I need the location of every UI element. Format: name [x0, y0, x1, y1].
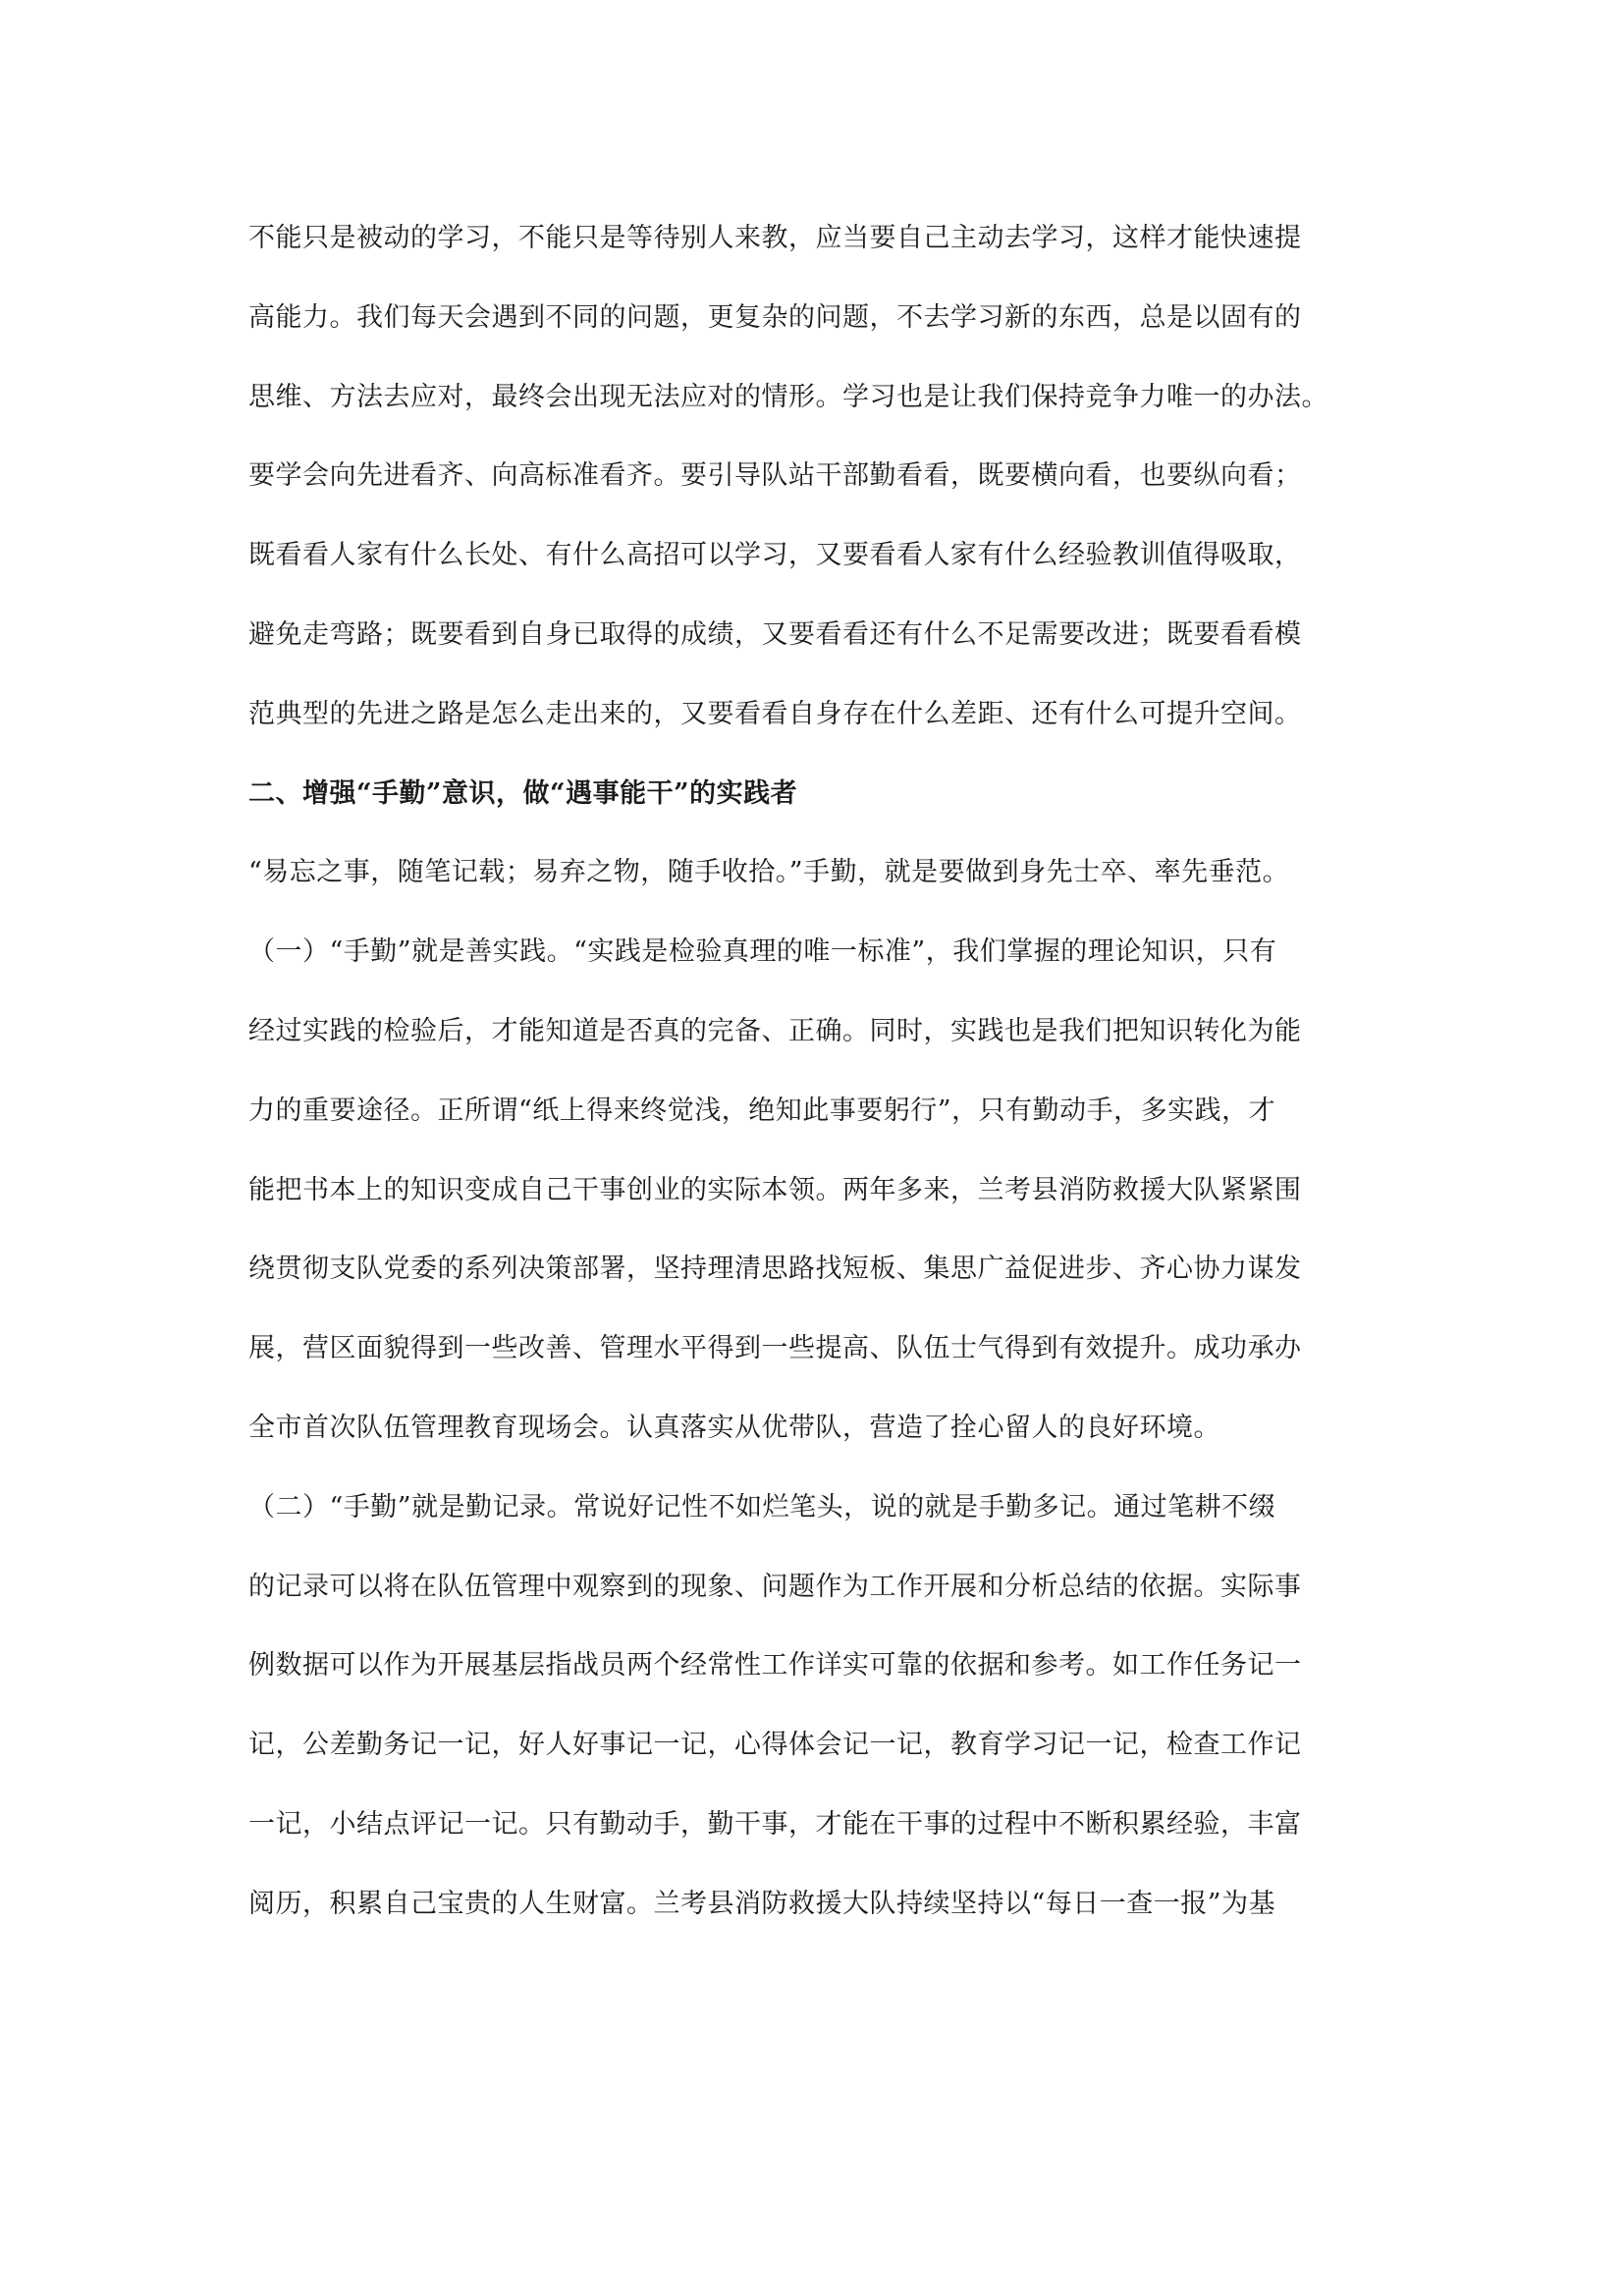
body-line: 绕贯彻支队党委的系列决策部署，坚持理清思路找短板、集思广益促进步、齐心协力谋发 — [248, 1254, 1302, 1284]
body-line: “易忘之事，随笔记载；易弃之物，随手收拾。”手勤，就是要做到身先士卒、率先垂范。 — [248, 857, 1290, 887]
section-heading: 二、增强“手勤”意识，做“遇事能干”的实践者 — [248, 778, 798, 809]
body-line: 例数据可以作为开展基层指战员两个经常性工作详实可靠的依据和参考。如工作任务记一 — [248, 1650, 1302, 1681]
body-line: （一）“手勤”就是善实践。“实践是检验真理的唯一标准”，我们掌握的理论知识，只有 — [248, 936, 1277, 967]
body-line: 的记录可以将在队伍管理中观察到的现象、问题作为工作开展和分析总结的依据。实际事 — [248, 1572, 1302, 1602]
body-line: 既看看人家有什么长处、有什么高招可以学习，又要看看人家有什么经验教训值得吸取， — [248, 540, 1302, 570]
body-line: 经过实践的检验后，才能知道是否真的完备、正确。同时，实践也是我们把知识转化为能 — [248, 1016, 1302, 1046]
body-line: 力的重要途径。正所谓“纸上得来终觉浅，绝知此事要躬行”，只有勤动手，多实践，才 — [248, 1095, 1276, 1126]
body-line: 一记，小结点评记一记。只有勤动手，勤干事，才能在干事的过程中不断积累经验，丰富 — [248, 1809, 1302, 1840]
body-line: 避免走弯路；既要看到自身已取得的成绩，又要看看还有什么不足需要改进；既要看看模 — [248, 619, 1302, 650]
body-line: 要学会向先进看齐、向高标准看齐。要引导队站干部勤看看，既要横向看，也要纵向看； — [248, 460, 1302, 491]
body-line: 不能只是被动的学习，不能只是等待别人来教，应当要自己主动去学习，这样才能快速提 — [248, 223, 1302, 253]
body-line: （二）“手勤”就是勤记录。常说好记性不如烂笔头，说的就是手勤多记。通过笔耕不缀 — [248, 1492, 1276, 1522]
body-line: 阅历，积累自己宝贵的人生财富。兰考县消防救援大队持续坚持以“每日一查一报”为基 — [248, 1889, 1276, 1919]
body-line: 思维、方法去应对，最终会出现无法应对的情形。学习也是让我们保持竞争力唯一的办法。 — [248, 382, 1328, 412]
body-line: 范典型的先进之路是怎么走出来的，又要看看自身存在什么差距、还有什么可提升空间。 — [248, 699, 1302, 729]
body-line: 展，营区面貌得到一些改善、管理水平得到一些提高、队伍士气得到有效提升。成功承办 — [248, 1333, 1302, 1363]
body-line: 高能力。我们每天会遇到不同的问题，更复杂的问题，不去学习新的东西，总是以固有的 — [248, 302, 1302, 333]
body-line: 全市首次队伍管理教育现场会。认真落实从优带队，营造了拴心留人的良好环境。 — [248, 1413, 1220, 1443]
body-line: 能把书本上的知识变成自己干事创业的实际本领。两年多来，兰考县消防救援大队紧紧围 — [248, 1175, 1302, 1205]
body-line: 记，公差勤务记一记，好人好事记一记，心得体会记一记，教育学习记一记，检查工作记 — [248, 1730, 1302, 1760]
